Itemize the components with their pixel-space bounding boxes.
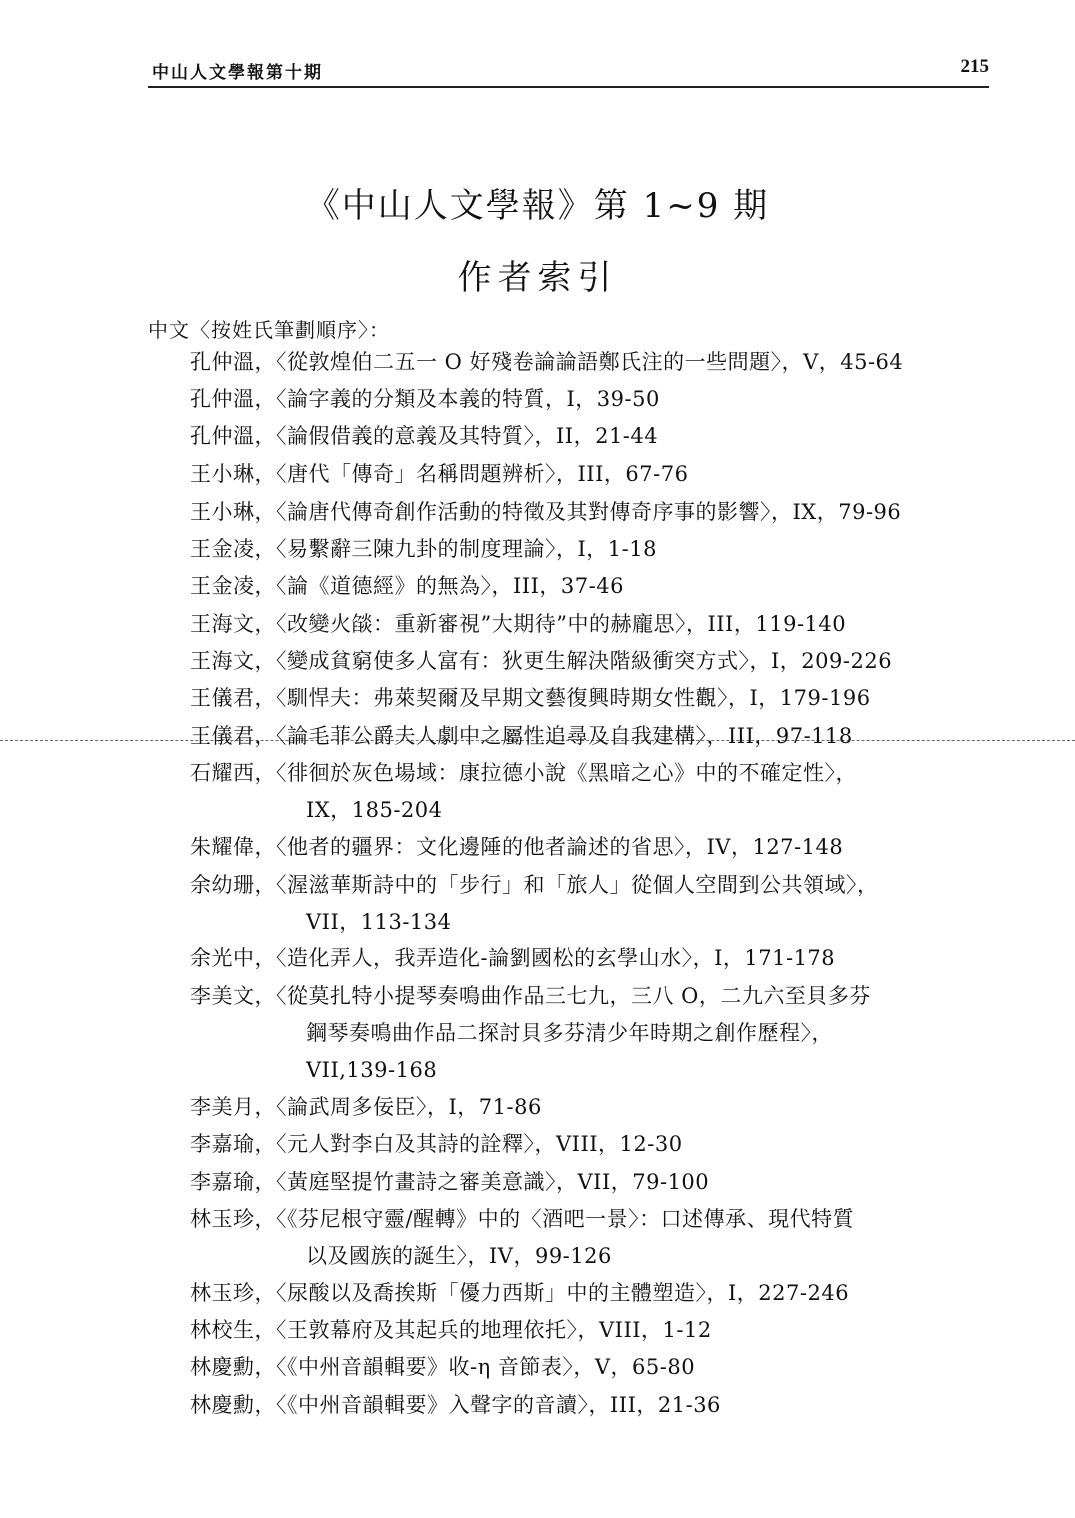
index-entry bbox=[190, 1349, 695, 1386]
index-entry bbox=[190, 494, 901, 531]
journal-name: 中山人文學報第十期 bbox=[152, 63, 323, 83]
index-entry bbox=[190, 456, 688, 493]
index-entry bbox=[190, 1201, 854, 1275]
entry-continuation: 鋼琴奏鳴曲作品二探討貝多芬清少年時期之創作歷程〉， bbox=[306, 1021, 833, 1045]
index-entry bbox=[190, 867, 879, 941]
entry-line: 林校生，〈王敦幕府及其起兵的地理依托〉，VIII，1-12 bbox=[190, 1318, 712, 1342]
index-entry bbox=[190, 940, 835, 977]
entry-line: 王儀君，〈馴悍夫：弗萊契爾及早期文藝復興時期女性觀〉，I，179-196 bbox=[190, 686, 871, 710]
index-entry bbox=[190, 1387, 721, 1424]
entry-line: 林慶勳，〈《中州音韻輯要》收-η 音節表〉，V，65-80 bbox=[190, 1355, 696, 1379]
entry-continuation: VII，113-134 bbox=[306, 910, 452, 934]
index-entry bbox=[190, 381, 660, 418]
entry-line: 王海文，〈改變火燄：重新審視”大期待”中的赫龐思〉，III，119-140 bbox=[190, 612, 847, 636]
entry-continuation: IX，185-204 bbox=[306, 798, 443, 822]
index-entry bbox=[190, 829, 843, 866]
index-entry bbox=[190, 606, 846, 643]
index-entry bbox=[190, 1164, 709, 1201]
index-entry bbox=[190, 418, 658, 455]
index-entry bbox=[190, 1089, 542, 1126]
section-heading: 中文〈按姓氏筆劃順序〉： bbox=[148, 318, 390, 342]
entry-line: 朱耀偉，〈他者的疆界：文化邊陲的他者論述的省思〉，IV，127-148 bbox=[190, 835, 844, 859]
entry-continuation: 以及國族的誕生〉，IV，99-126 bbox=[306, 1244, 612, 1268]
entry-line: 王小琳，〈唐代「傳奇」名稱問題辨析〉，III，67-76 bbox=[190, 462, 689, 486]
entry-line: 林玉珍，〈《芬尼根守靈/醒轉》中的〈酒吧一景〉：口述傳承、現代特質 bbox=[190, 1207, 855, 1231]
entry-line: 李美文，〈從莫扎特小提琴奏鳴曲作品三七九，三八 O，二九六至貝多芬 bbox=[190, 984, 871, 1008]
entry-line: 孔仲溫，〈從敦煌伯二五一 O 好殘卷論論語鄭氏注的一些問題〉，V，45-64 bbox=[190, 350, 904, 374]
index-entry bbox=[190, 344, 903, 381]
index-entry bbox=[190, 643, 892, 680]
entry-line: 王儀君，〈論毛菲公爵夫人劇中之屬性追尋及自我建構〉，III，97-118 bbox=[190, 724, 853, 748]
entry-line: 余幼珊，〈渥滋華斯詩中的「步行」和「旅人」從個人空間到公共領域〉， bbox=[190, 873, 879, 897]
page-subtitle: 作者索引 bbox=[457, 258, 618, 298]
index-entry bbox=[190, 978, 871, 1089]
index-entry bbox=[190, 531, 657, 568]
entry-line: 石耀西，〈徘徊於灰色場域：康拉德小說《黑暗之心》中的不確定性〉， bbox=[190, 761, 857, 785]
index-entry bbox=[190, 718, 853, 755]
index-entry bbox=[190, 680, 871, 717]
index-entry bbox=[190, 568, 624, 605]
entry-line: 孔仲溫，〈論字義的分類及本義的特質，I，39-50 bbox=[190, 387, 660, 411]
entry-line: 李嘉瑜，〈黃庭堅提竹畫詩之審美意識〉，VII，79-100 bbox=[190, 1170, 710, 1194]
entry-line: 林慶勳，〈《中州音韻輯要》入聲字的音讀〉，III，21-36 bbox=[190, 1393, 721, 1417]
page-number: 215 bbox=[960, 56, 989, 77]
index-entry bbox=[190, 1275, 849, 1312]
entry-line: 李嘉瑜，〈元人對李白及其詩的詮釋〉，VIII，12-30 bbox=[190, 1132, 683, 1156]
entry-line: 王小琳，〈論唐代傳奇創作活動的特徵及其對傳奇序事的影響〉，IX，79-96 bbox=[190, 500, 902, 524]
entry-line: 李美月，〈論武周多佞臣〉，I，71-86 bbox=[190, 1095, 542, 1119]
entry-line: 王金凌，〈易繫辭三陳九卦的制度理論〉，I，1-18 bbox=[190, 537, 657, 561]
entry-line: 王金凌，〈論《道德經》的無為〉，III，37-46 bbox=[190, 574, 624, 598]
index-entry bbox=[190, 1312, 712, 1349]
entry-line: 孔仲溫，〈論假借義的意義及其特質〉，II，21-44 bbox=[190, 424, 659, 448]
entry-line: 林玉珍，〈尿酸以及喬挨斯「優力西斯」中的主體塑造〉，I，227-246 bbox=[190, 1281, 850, 1305]
index-entry bbox=[190, 1126, 683, 1163]
entry-line: 余光中，〈造化弄人，我弄造化-論劉國松的玄學山水〉，I，171-178 bbox=[190, 946, 836, 970]
entry-line: 王海文，〈變成貧窮使多人富有：狄更生解決階級衝突方式〉，I，209-226 bbox=[190, 649, 893, 673]
page-title: 《中山人文學報》第 1~9 期 bbox=[305, 186, 770, 226]
index-entry bbox=[190, 755, 857, 829]
entry-continuation: VII,139-168 bbox=[306, 1058, 438, 1082]
